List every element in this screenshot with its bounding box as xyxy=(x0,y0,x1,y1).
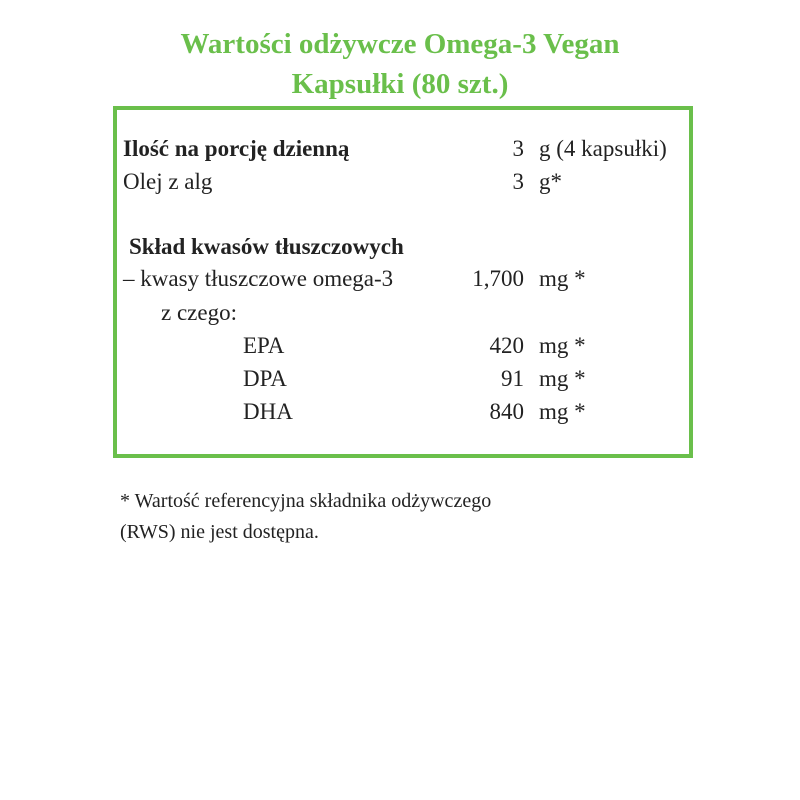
table-row-algae-oil xyxy=(117,165,689,199)
footnote-line-2: (RWS) nie jest dostępna. xyxy=(120,521,319,543)
row-label: – kwasy tłuszczowe omega-3 xyxy=(123,266,394,291)
row-value: 3 xyxy=(512,169,524,194)
title-line-2: Kapsułki (80 szt.) xyxy=(291,68,509,100)
table-row-of-which xyxy=(117,296,689,330)
row-unit: g* xyxy=(539,169,562,194)
row-unit: mg * xyxy=(539,399,586,424)
table-section-heading xyxy=(117,230,689,264)
section-heading: Skład kwasów tłuszczowych xyxy=(129,234,404,259)
row-label: DHA xyxy=(243,399,293,424)
row-value: 420 xyxy=(489,333,524,358)
row-label: EPA xyxy=(243,333,285,358)
row-value: 91 xyxy=(501,366,524,391)
row-value: 3 xyxy=(512,136,524,161)
page-title xyxy=(0,24,800,104)
footnote-line-1: * Wartość referencyjna składnika odżywczego xyxy=(120,490,492,512)
table-row-dha xyxy=(117,395,689,429)
row-unit: mg * xyxy=(539,333,586,358)
row-label: Ilość na porcję dzienną xyxy=(123,136,350,161)
footnote xyxy=(120,486,680,548)
row-value: 1,700 xyxy=(472,266,524,291)
table-row-dpa xyxy=(117,362,689,396)
row-unit: mg * xyxy=(539,366,586,391)
row-unit: mg * xyxy=(539,266,586,291)
row-value: 840 xyxy=(489,399,524,424)
row-label: z czego: xyxy=(161,300,237,325)
row-unit: g (4 kapsułki) xyxy=(539,136,667,161)
table-row-omega3 xyxy=(117,262,689,296)
nutrition-table xyxy=(113,106,693,458)
table-row-epa xyxy=(117,329,689,363)
row-label: Olej z alg xyxy=(123,169,213,194)
row-label: DPA xyxy=(243,366,287,391)
title-line-1: Wartości odżywcze Omega-3 Vegan xyxy=(180,28,620,60)
table-row-serving xyxy=(117,132,689,166)
